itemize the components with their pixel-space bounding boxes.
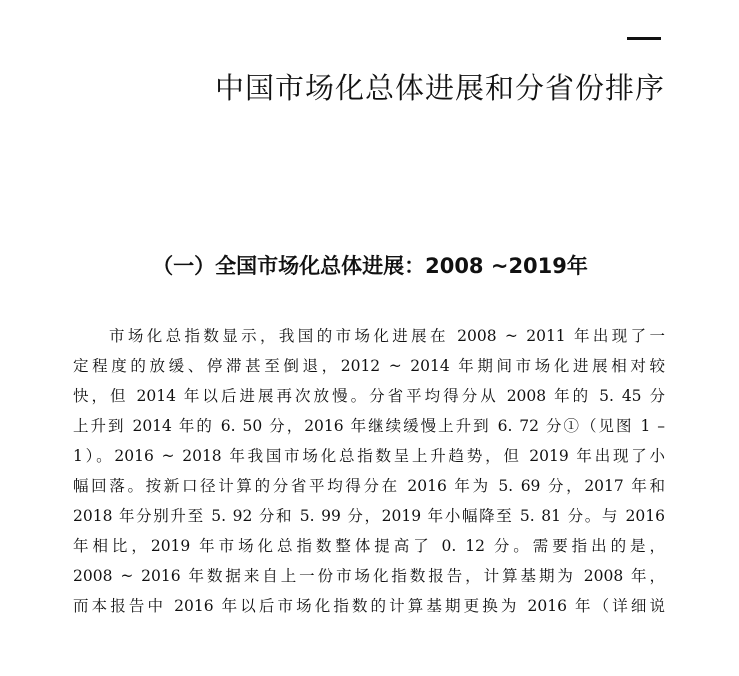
paragraph-line: 而本报告中 2016 年以后市场化指数的计算基期更换为 2016 年（详细说 xyxy=(73,597,665,615)
paragraph-line: 幅回落。按新口径计算的分省平均得分在 2016 年为 5. 69 分，2017 年和 xyxy=(73,477,665,495)
paragraph-line: 定程度的放缓、停滞甚至倒退，2012 ~ 2014 年期间市场化进展相对较 xyxy=(73,357,665,375)
paragraph-line: 快，但 2014 年以后进展再次放慢。分省平均得分从 2008 年的 5. 45 分 xyxy=(73,387,665,405)
chapter-number-dash xyxy=(627,0,663,66)
paragraph-line: 市场化总指数显示，我国的市场化进展在 2008 ~ 2011 年出现了一 xyxy=(109,327,665,345)
body-paragraph xyxy=(73,321,665,621)
chapter-title: 中国市场化总体进展和分省份排序 xyxy=(214,71,665,105)
paragraph-line: 上升到 2014 年的 6. 50 分，2016 年继续缓慢上升到 6. 72 分①（见图 1 – xyxy=(73,417,665,435)
paragraph-line: 1）。2016 ~ 2018 年我国市场化总指数呈上升趋势，但 2019 年出现了小 xyxy=(73,447,665,465)
paragraph-line: 2018 年分别升至 5. 92 分和 5. 99 分，2019 年小幅降至 5. 81 分。与 2016 xyxy=(73,507,665,525)
paragraph-line: 年相比，2019 年市场化总指数整体提高了 0. 12 分。需要指出的是， xyxy=(73,537,665,555)
paragraph-line: 2008 ~ 2016 年数据来自上一份市场化指数报告，计算基期为 2008 年， xyxy=(73,567,665,585)
chapter-dash-mark xyxy=(627,37,661,40)
section-heading: （一）全国市场化总体进展：2008 ~2019年 xyxy=(152,254,588,278)
